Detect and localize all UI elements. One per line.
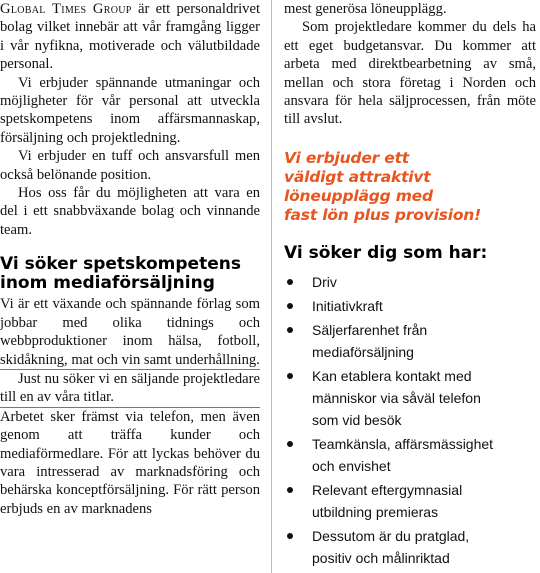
requirements-list [284,271,536,569]
team-paragraph: Hos oss får du möjligheten att vara en del i ett snabbväxande bolag och vinnande team. [0,185,260,238]
requirement-text: Initiativkraft [312,297,383,314]
requirement-text: Säljerfarenhet från [312,321,428,338]
requirement-text: Dessutom är du pratglad, [312,527,470,544]
salary-offer-callout [284,149,536,225]
salary-offer-line: Vi erbjuder ett [284,148,410,167]
project-manager-paragraph: Som projektledare kommer du dels ha ett eget budgetansvar. Du kommer att arbeta med direktbearbetning av små, mellan och stora företag i Norden och ansvara för hela säljprocessen, från möte till avslut. [284,19,536,128]
position-paragraph: Vi erbjuder en tuff och ansvarsfull men också belönande position. [0,148,260,183]
requirement-text: Driv [312,273,337,290]
salary-offer-line: väldigt attraktivt [284,167,431,186]
requirements-heading: Vi söker dig som har: [284,242,488,263]
opportunities-paragraph: Vi erbjuder spännande utmaningar och möjligheter för vår personal att utveckla spetskompetens inom affärsmannaskap, försäljning och projektledning. [0,74,260,146]
company-name: Global Times Group [0,1,132,17]
intro-text: är ett personaldrivet bolag vilket innebär att vår framgång ligger i vår nyfikna, motiverade och välutbildade personal. [0,1,260,73]
requirement-item [284,365,536,431]
continued-paragraph: mest generösa löneupplägg. [284,1,447,17]
column-divider [271,0,272,573]
salary-offer-line: fast lön plus provision! [284,205,481,224]
right-column [284,0,536,571]
highlighted-job-statement: Just nu söker vi en säljande projektledare till en av våra titlar. [0,369,260,408]
section-heading-line-2: inom mediaförsäljning [0,273,215,294]
intro-paragraph [0,0,260,74]
requirement-text: utbildning premieras [312,503,439,520]
requirement-text: människor via såväl telefon [312,389,481,406]
left-column [0,0,260,518]
publisher-paragraph: Vi är ett växande och spännande förlag som jobbar med olika tidnings och webbproduktioner inom hälsa, fotboll, skidåkning, mat och vin samt underhållning. [0,296,260,368]
requirement-text: Teamkänsla, affärsmässighet [312,435,494,452]
salary-offer-line: löneupplägg med [284,186,433,205]
work-description-paragraph: Arbetet sker främst via telefon, men även genom att träffa kunder och mediaförmedlare. För att lyckas behöver du vara intresserad av marknadsföring och behärska konceptförsäljning. För rätt person erbjuds en av marknadens [0,408,260,517]
requirement-item [284,525,536,569]
requirement-text: Relevant eftergymnasial [312,481,463,498]
section-heading-line-1: Vi söker spetskompetens [0,254,241,275]
requirement-item [284,295,536,317]
requirement-text: Kan etablera kontakt med [312,367,472,384]
section-heading [0,255,260,293]
requirement-item [284,433,536,477]
requirement-item [284,271,536,293]
requirement-text: som vid besök [312,411,402,428]
requirement-item [284,479,536,523]
requirement-text: positiv och målinriktad [312,549,450,566]
requirement-text: och envishet [312,457,391,474]
requirement-item [284,319,536,363]
requirement-text: mediaförsäljning [312,343,414,360]
